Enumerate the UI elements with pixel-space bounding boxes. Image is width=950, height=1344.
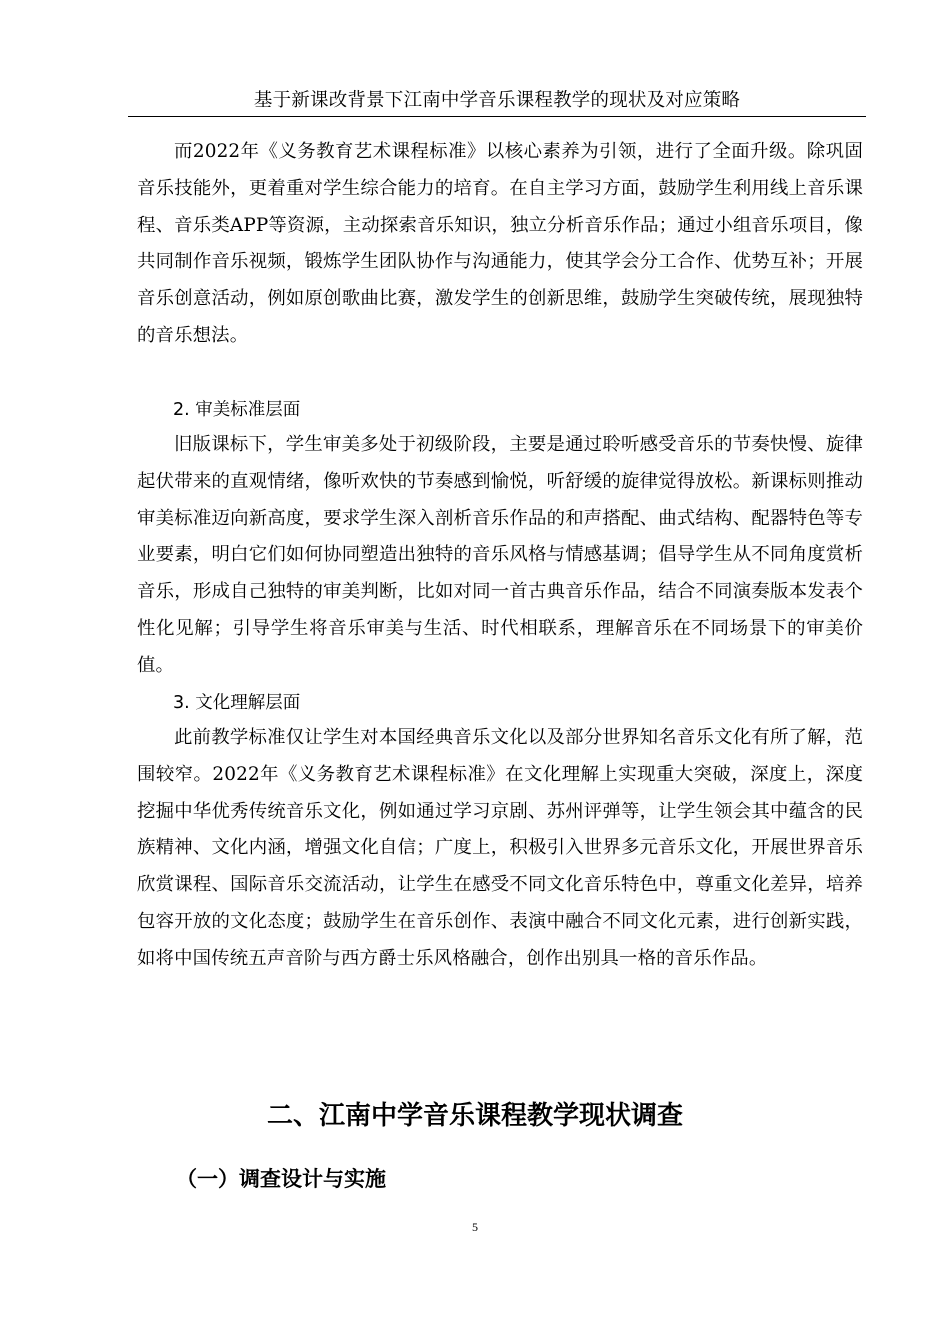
paragraph-aesthetic-standards: 旧版课标下，学生审美多处于初级阶段，主要是通过聆听感受音乐的节奏快慢、旋律起伏带来的直观情绪，像听欢快的节奏感到愉悦，听舒缓的旋律觉得放松。新课标则推动审美标准迈向新高度，要求学生深入剖析音乐作品的和声搭配、曲式结构、配器特色等专业要素，明白它们如何协同塑造出独特的音乐风格与情感基调；倡导学生从不同角度赏析音乐，形成自己独特的审美判断，比如对同一首古典音乐作品，结合不同演奏版本发表个性化见解；引导学生将音乐审美与生活、时代相联系，理解音乐在不同场景下的审美价值。 — [137, 434, 863, 676]
page-number: 5 — [472, 1220, 478, 1234]
paragraph-cultural-understanding: 此前教学标准仅让学生对本国经典音乐文化以及部分世界知名音乐文化有所了解，范围较窄。2022年《义务教育艺术课程标准》在文化理解上实现重大突破，深度上，深度挖掘中华优秀传统音乐文化，例如通过学习京剧、苏州评弹等，让学生领会其中蕴含的民族精神、文化内涵，增强文化自信；广度上，积极引入世界多元音乐文化，开展世界音乐欣赏课程、国际音乐交流活动，让学生在感受不同文化音乐特色中，尊重文化差异，培养包容开放的文化态度；鼓励学生在音乐创作、表演中融合不同文化元素，进行创新实践，如将中国传统五声音阶与西方爵士乐风格融合，创作出别具一格的音乐作品。 — [137, 727, 863, 969]
running-header — [128, 86, 866, 117]
subheading-cultural-understanding: 3. 文化理解层面 — [173, 693, 301, 713]
section-title: （一）调查设计与实施 — [176, 1167, 386, 1191]
chapter-title: 二、江南中学音乐课程教学现状调查 — [266, 1101, 683, 1131]
subheading-aesthetic-standards: 2. 审美标准层面 — [173, 400, 301, 420]
running-header-title: 基于新课改背景下江南中学音乐课程教学的现状及对应策略 — [253, 90, 741, 111]
paragraph-core-literacy: 而2022年《义务教育艺术课程标准》以核心素养为引领，进行了全面升级。除巩固音乐技能外，更着重对学生综合能力的培育。在自主学习方面，鼓励学生利用线上音乐课程、音乐类APP等资源，主动探索音乐知识，独立分析音乐作品；通过小组音乐项目，像共同制作音乐视频，锻炼学生团队协作与沟通能力，使其学会分工合作、优势互补；开展音乐创意活动，例如原创歌曲比赛，激发学生的创新思维，鼓励学生突破传统，展现独特的音乐想法。 — [137, 141, 863, 346]
